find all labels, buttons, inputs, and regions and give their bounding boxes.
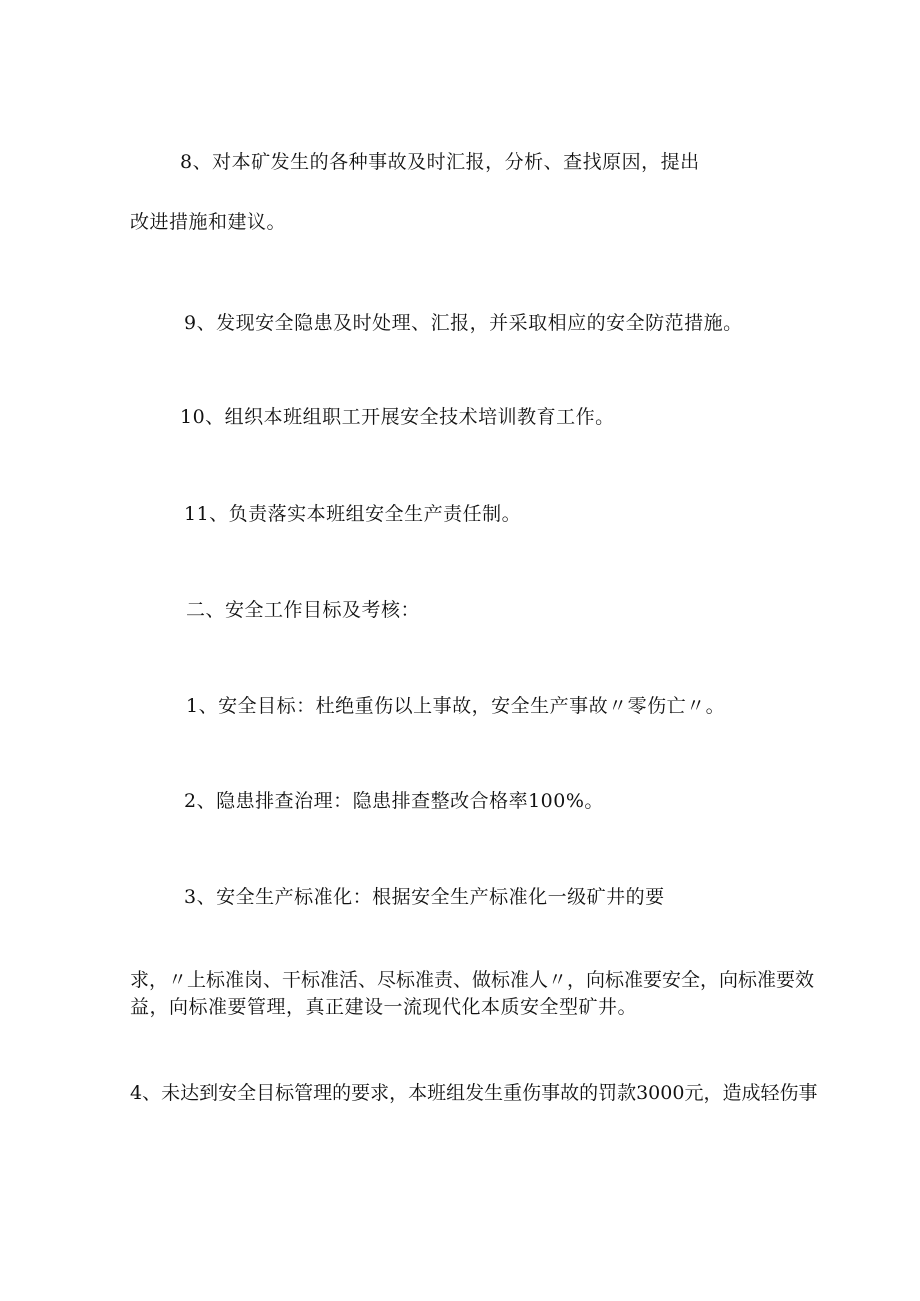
goal-4-line-1: 4、未达到安全目标管理的要求，本班组发生重伤事故的罚款3000元，造成轻伤事 [130, 1082, 818, 1104]
goal-3-line-1: 3、安全生产标准化：根据安全生产标准化一级矿井的要 [184, 886, 665, 908]
item-11: 11、负责落实本班组安全生产责任制。 [184, 503, 522, 525]
goal-3-line-3: 益，向标准要管理，真正建设一流现代化本质安全型矿井。 [130, 996, 638, 1018]
item-10: 10、组织本班组职工开展安全技术培训教育工作。 [180, 406, 615, 428]
item-8-line-1: 8、对本矿发生的各种事故及时汇报，分析、查找原因，提出 [180, 151, 700, 173]
item-8-line-2: 改进措施和建议。 [130, 211, 287, 233]
goal-2: 2、隐患排查治理：隐患排查整改合格率100%。 [184, 790, 604, 812]
section-heading-2: 二、安全工作目标及考核： [186, 599, 421, 621]
item-9: 9、发现安全隐患及时处理、汇报，并采取相应的安全防范措施。 [184, 312, 743, 334]
goal-1: 1、安全目标：杜绝重伤以上事故，安全生产事故〃零伤亡〃。 [186, 695, 726, 717]
goal-3-line-2: 求，〃上标准岗、干标准活、尽标准责、做标准人〃，向标准要安全，向标准要效 [130, 969, 815, 991]
